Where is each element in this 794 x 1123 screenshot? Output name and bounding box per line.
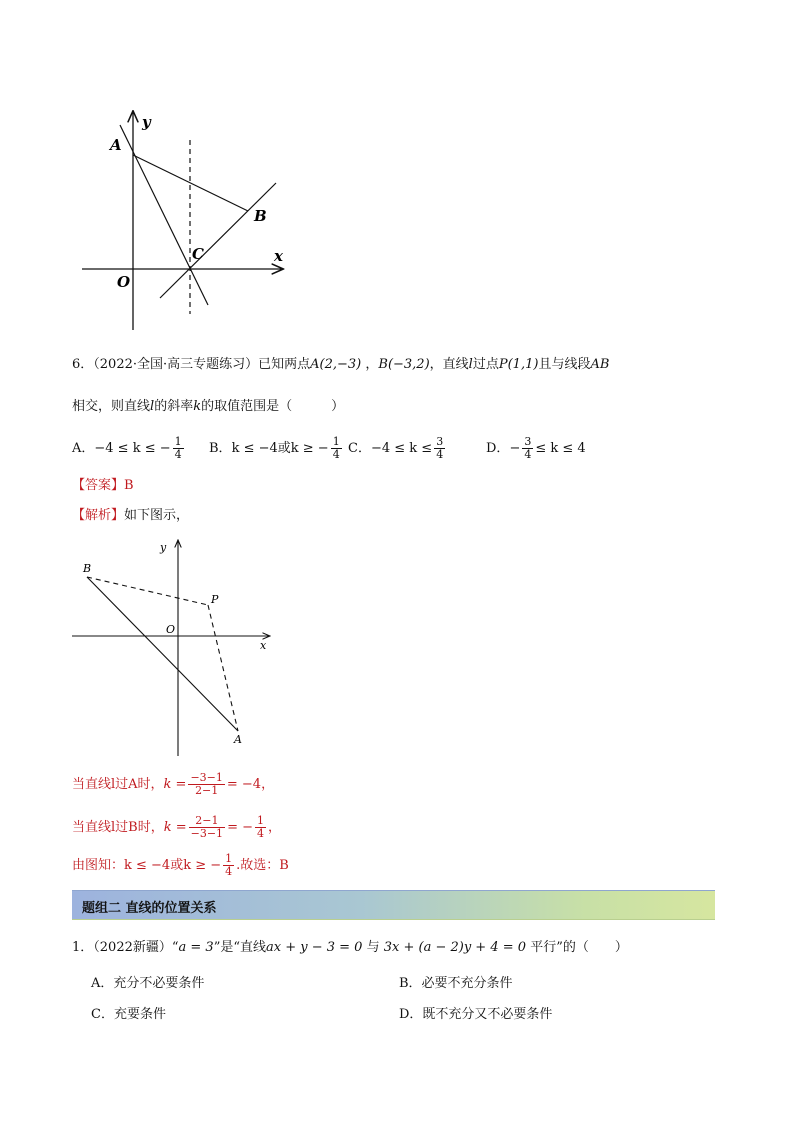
fraction: $\frac{3}{4}$ [524, 435, 532, 461]
option-A[interactable]: A．−4 ≤ k ≤ − $\frac{1}{4}$ [72, 435, 182, 461]
fraction: $\frac{1}{4}$ [332, 435, 340, 461]
figure-1-coordinate-diagram [75, 110, 305, 335]
fraction: $\frac{2-1}{-3-1}$ [190, 814, 224, 840]
section-title: 题组二 直线的位置关系 [82, 901, 217, 916]
q1-option-B[interactable]: B．必要不充分条件 [399, 976, 513, 991]
q1-option-C[interactable]: C．充要条件 [91, 1007, 166, 1022]
q1-option-A[interactable]: A．充分不必要条件 [91, 976, 205, 991]
question-number: 6． [72, 357, 94, 372]
solution-line-1: 当直线l过A时，k = $\frac{-3-1}{2-1}$ = −4， [72, 771, 275, 797]
dashed-BP [87, 577, 208, 605]
figure-2-solution-diagram [70, 535, 285, 760]
label-B: B [83, 562, 92, 575]
fraction: $\frac{1}{4}$ [174, 435, 182, 461]
label-y: y [142, 113, 151, 131]
analysis-text: 如下图示， [124, 508, 190, 523]
fraction: $\frac{-3-1}{2-1}$ [190, 771, 223, 797]
solution-line-3: 由图知：k ≤ −4或k ≥ − $\frac{1}{4}$ .故选：B [72, 852, 289, 878]
label-B: B [254, 207, 267, 225]
segment-AB: AB [590, 357, 610, 372]
label-A: A [234, 733, 242, 746]
label-O: O [117, 273, 131, 291]
label-x: x [274, 247, 283, 265]
analysis-line [72, 508, 189, 524]
option-B[interactable]: B．k ≤ −4或k ≥ − $\frac{1}{4}$ [209, 435, 340, 461]
fraction: $\frac{1}{4}$ [225, 852, 233, 878]
option-D[interactable]: D．− $\frac{3}{4}$ ≤ k ≤ 4 [486, 435, 586, 461]
analysis-label: 【解析】 [72, 508, 125, 523]
label-P: P [211, 593, 219, 606]
line-through-B-C [160, 183, 276, 298]
dashed-PA [208, 605, 238, 731]
answer-label: 【答案】 [72, 478, 125, 493]
q1-option-D[interactable]: D．既不充分又不必要条件 [399, 1007, 553, 1022]
answer-line [72, 478, 134, 494]
label-C: C [192, 245, 204, 263]
point-P: P(1,1) [498, 357, 539, 372]
label-x: x [260, 639, 267, 652]
point-A: A(2,−3) [310, 357, 362, 372]
question-6-line-1: 6．（2022·全国·高三专题练习）已知两点A(2,−3) ，B(−3,2)，直线l过点P(1,1)且与线段AB [72, 357, 610, 372]
label-A: A [110, 136, 122, 154]
point-B: B(−3,2) [378, 357, 430, 372]
question-1-stem: 1．（2022新疆）“a = 3”是“直线ax + y − 3 = 0 与 3x + (a − 2)y + 4 = 0 平行”的（ ） [72, 940, 628, 955]
question-6-line-2: 相交，则直线l的斜率k的取值范围是（ ） [72, 399, 345, 414]
fraction: $\frac{3}{4}$ [436, 435, 444, 461]
solution-line-2: 当直线l过B时，k = $\frac{2-1}{-3-1}$ = − $\frac{1}{4}$ ， [72, 814, 281, 840]
option-C[interactable]: C．−4 ≤ k ≤ $\frac{3}{4}$ [348, 435, 444, 461]
section-banner [72, 890, 715, 920]
answer-value: B [124, 478, 134, 493]
label-O: O [166, 623, 176, 636]
fraction: $\frac{1}{4}$ [256, 814, 264, 840]
segment-AB [133, 155, 248, 211]
question-source: （2022·全国·高三专题练习）已知两点 [93, 357, 311, 372]
label-y: y [160, 541, 167, 554]
